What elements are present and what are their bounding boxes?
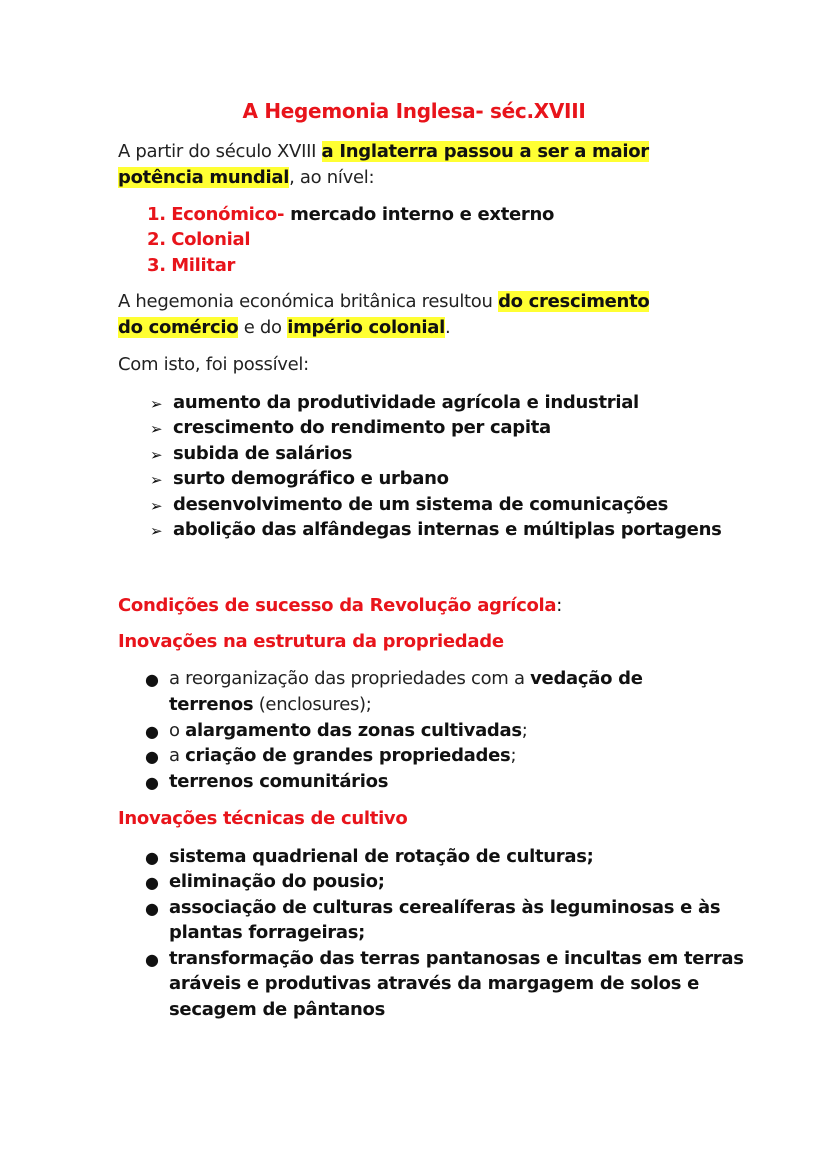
list-item: crescimento do rendimento per capita bbox=[173, 417, 551, 438]
bullet-icon: ● bbox=[145, 670, 159, 689]
bullet-icon: ● bbox=[145, 873, 159, 892]
section-title-text: Condições de sucesso da Revolução agrícola bbox=[118, 595, 557, 616]
section-title bbox=[118, 595, 562, 616]
list-item: desenvolvimento de um sistema de comunicações bbox=[173, 494, 669, 515]
list-item: aumento da produtividade agrícola e industrial bbox=[173, 392, 639, 413]
intro-text: A partir do século XVIII bbox=[118, 141, 322, 162]
intro-line-1 bbox=[118, 141, 649, 162]
result-text: A hegemonia económica britânica resultou bbox=[118, 291, 499, 312]
item-bold: criação de grandes propriedades bbox=[185, 745, 511, 766]
result-line-1 bbox=[118, 291, 649, 312]
list-item bbox=[169, 668, 643, 689]
intro-highlight: a Inglaterra passou a ser a maior bbox=[321, 141, 649, 162]
level-label: Económico- bbox=[171, 204, 285, 225]
intro-line-2 bbox=[118, 167, 374, 188]
list-item-continuation: secagem de pântanos bbox=[169, 999, 386, 1020]
page-title: A Hegemonia Inglesa- séc.XVIII bbox=[242, 99, 586, 123]
arrow-bullet-icon: ➢ bbox=[150, 471, 163, 489]
item-text: o bbox=[169, 720, 186, 741]
bullet-icon: ● bbox=[145, 773, 159, 792]
result-line-2 bbox=[118, 317, 450, 338]
bullet-icon: ● bbox=[145, 722, 159, 741]
bullet-icon: ● bbox=[145, 848, 159, 867]
list-item: surto demográfico e urbano bbox=[173, 468, 449, 489]
section-title-colon: : bbox=[556, 595, 562, 616]
item-text: ; bbox=[510, 745, 517, 766]
intro-highlight-2: potência mundial bbox=[118, 167, 290, 188]
list-item: sistema quadrienal de rotação de culturas; bbox=[169, 846, 594, 867]
consequences-intro: Com isto, foi possível: bbox=[118, 354, 309, 375]
list-item: terrenos comunitários bbox=[169, 771, 389, 792]
result-highlight-3: império colonial bbox=[287, 317, 445, 338]
list-item-continuation: aráveis e produtivas através da margagem de solos e bbox=[169, 973, 699, 994]
arrow-bullet-icon: ➢ bbox=[150, 446, 163, 464]
item-text: a reorganização das propriedades com a bbox=[169, 668, 531, 689]
level-desc: mercado interno e externo bbox=[284, 204, 555, 225]
level-label: Militar bbox=[171, 255, 236, 276]
property-heading: Inovações na estrutura da propriedade bbox=[118, 631, 504, 652]
arrow-bullet-icon: ➢ bbox=[150, 420, 163, 438]
bullet-icon: ● bbox=[145, 950, 159, 969]
item-text: a bbox=[169, 745, 186, 766]
level-item bbox=[147, 255, 235, 276]
bullet-icon: ● bbox=[145, 899, 159, 918]
list-item bbox=[169, 745, 516, 766]
item-bold: alargamento das zonas cultivadas bbox=[185, 720, 522, 741]
bullet-icon: ● bbox=[145, 747, 159, 766]
list-item: subida de salários bbox=[173, 443, 353, 464]
level-number: 3. bbox=[147, 255, 166, 276]
level-number: 1. bbox=[147, 204, 166, 225]
item-text: ; bbox=[521, 720, 528, 741]
list-item bbox=[169, 720, 528, 741]
result-highlight: do crescimento bbox=[498, 291, 650, 312]
list-item: associação de culturas cerealíferas às leguminosas e às bbox=[169, 897, 721, 918]
arrow-bullet-icon: ➢ bbox=[150, 522, 163, 540]
arrow-bullet-icon: ➢ bbox=[150, 395, 163, 413]
item-bold: vedação de bbox=[530, 668, 643, 689]
techniques-heading: Inovações técnicas de cultivo bbox=[118, 808, 408, 829]
level-label: Colonial bbox=[171, 229, 251, 250]
intro-text-end: , ao nível: bbox=[289, 167, 375, 188]
item-bold: terrenos bbox=[169, 694, 254, 715]
level-item bbox=[147, 204, 554, 225]
list-item: abolição das alfândegas internas e múltiplas portagens bbox=[173, 519, 722, 540]
result-highlight-2: do comércio bbox=[118, 317, 239, 338]
list-item-continuation bbox=[169, 694, 372, 715]
result-text-mid: e do bbox=[238, 317, 288, 338]
result-text-end: . bbox=[444, 317, 451, 338]
item-text: (enclosures); bbox=[253, 694, 372, 715]
level-item bbox=[147, 229, 250, 250]
list-item: transformação das terras pantanosas e incultas em terras bbox=[169, 948, 744, 969]
level-number: 2. bbox=[147, 229, 166, 250]
list-item-continuation: plantas forrageiras; bbox=[169, 922, 366, 943]
arrow-bullet-icon: ➢ bbox=[150, 497, 163, 515]
list-item: eliminação do pousio; bbox=[169, 871, 385, 892]
